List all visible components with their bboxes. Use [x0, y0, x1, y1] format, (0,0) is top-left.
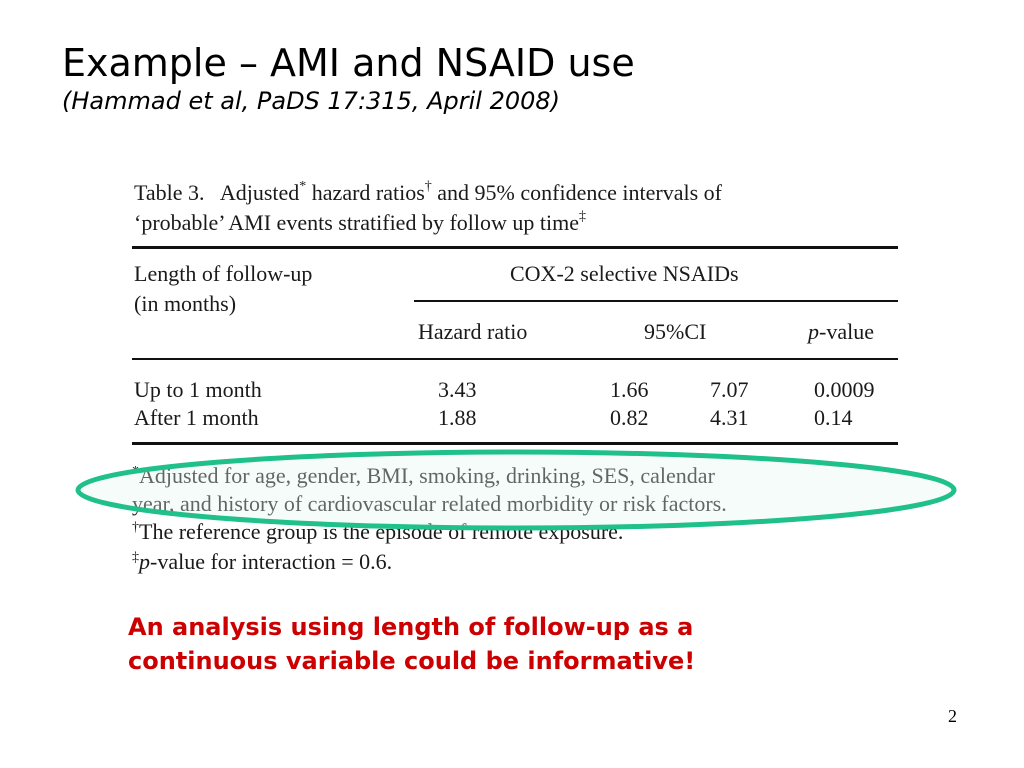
slide-subtitle: (Hammad et al, PaDS 17:315, April 2008)	[62, 87, 561, 115]
group-rule	[414, 300, 898, 302]
group-header: COX-2 selective NSAIDs	[510, 261, 739, 286]
footnote-dagger: †The reference group is the episode of remote exposure.	[132, 519, 624, 544]
caption-text-3: and 95% confidence intervals of	[431, 180, 722, 205]
footnote-star-line-2: year, and history of cardiovascular related morbidity or risk factors.	[132, 491, 727, 516]
callout-text	[128, 610, 828, 678]
highlight-ellipse-shape	[78, 452, 954, 528]
footnote-ddagger: ‡p-value for interaction = 0.6.	[132, 549, 393, 574]
row-1-ci-high: 7.07	[710, 377, 749, 402]
callout-line-1: An analysis using length of follow-up as a	[128, 613, 694, 641]
page-number: 2	[948, 706, 957, 726]
header-rule	[132, 358, 898, 360]
callout-line-2: continuous variable could be informative!	[128, 647, 696, 675]
caption-text-2: hazard ratios	[306, 180, 425, 205]
top-rule	[132, 246, 898, 249]
p-italic: p	[808, 319, 819, 344]
row-1-ci-low: 1.66	[610, 377, 649, 402]
caption-mark-ddagger: ‡	[578, 208, 586, 224]
footnote-dagger-symbol: †	[132, 520, 139, 535]
row-2-hr: 1.88	[438, 405, 477, 430]
caption-line-2: ‘probable’ AMI events stratified by follow up time	[134, 210, 579, 235]
p-rest: -value	[819, 319, 874, 344]
footnote-ddagger-symbol: ‡	[132, 550, 139, 565]
caption-mark-dagger: †	[424, 178, 432, 194]
row-1-hr: 3.43	[438, 377, 477, 402]
footnote-star-symbol: *	[132, 464, 139, 479]
footnote-star-line-1: *Adjusted for age, gender, BMI, smoking, drinking, SES, calendar	[132, 463, 715, 488]
row-1-label: Up to 1 month	[134, 377, 262, 402]
row-header-line-1: Length of follow-up	[134, 261, 313, 286]
row-2-ci-high: 4.31	[710, 405, 749, 430]
caption-text-1: Adjusted	[219, 180, 300, 205]
row-2-ci-low: 0.82	[610, 405, 649, 430]
col-header-ci: 95%CI	[644, 319, 707, 344]
caption-mark-star: *	[299, 178, 307, 194]
col-header-hazard-ratio: Hazard ratio	[418, 319, 528, 344]
row-1-p: 0.0009	[814, 377, 875, 402]
row-2-p: 0.14	[814, 405, 853, 430]
table-caption	[134, 178, 900, 238]
highlight-ellipse	[74, 448, 958, 532]
caption-label: Table 3.	[134, 180, 205, 205]
slide-title: Example – AMI and NSAID use	[62, 41, 635, 85]
row-header-line-2: (in months)	[134, 291, 237, 316]
col-header-p-value	[808, 318, 874, 346]
bottom-rule	[132, 442, 898, 445]
row-2-label: After 1 month	[134, 405, 259, 430]
